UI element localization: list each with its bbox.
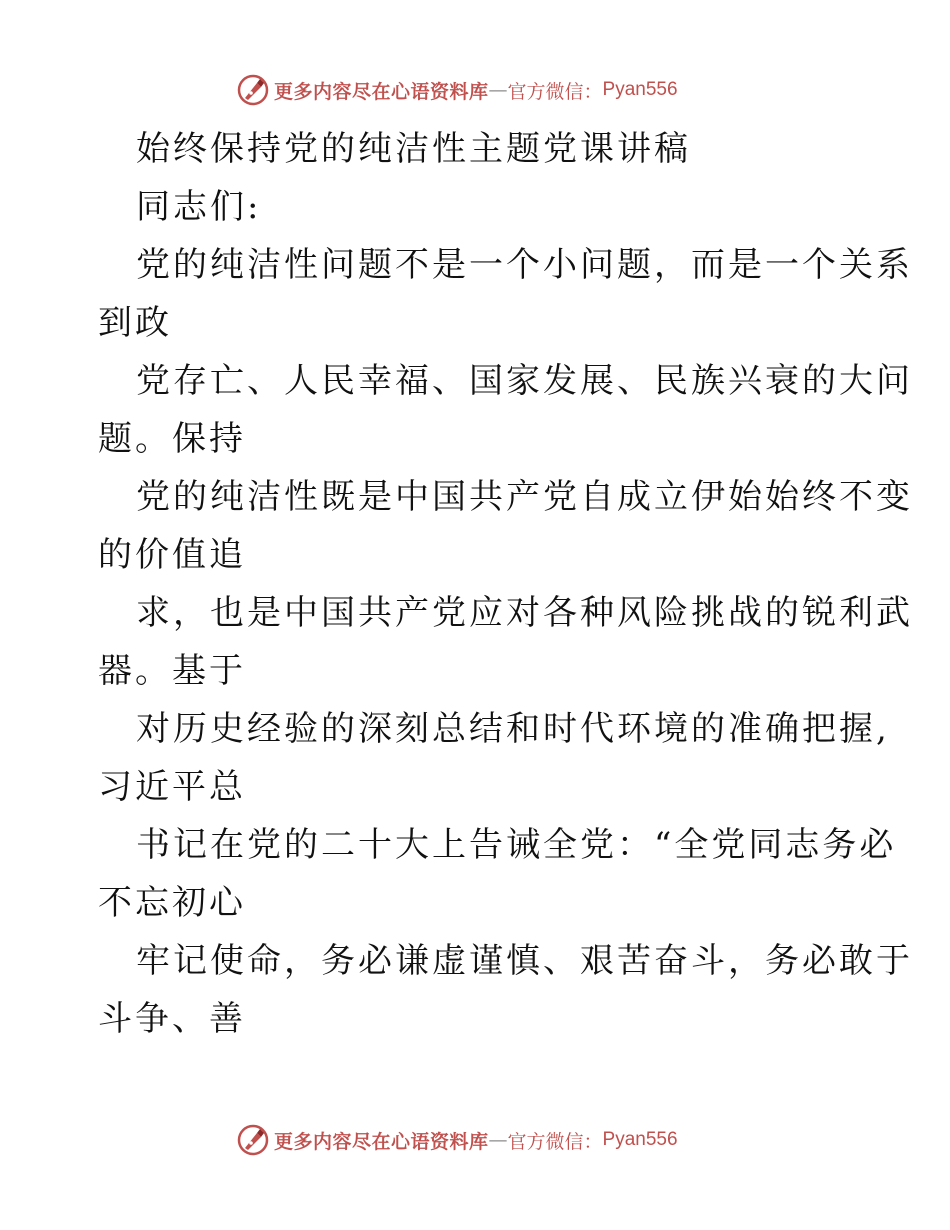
paragraph-line: 题。保持: [98, 419, 246, 459]
paragraph-line: 习近平总: [98, 767, 246, 807]
banner-separator: —: [488, 1129, 508, 1151]
pen-nib-logo-icon: [236, 1123, 270, 1157]
pen-nib-logo-icon: [236, 73, 270, 107]
salutation: 同志们:: [136, 187, 262, 227]
banner-separator: —: [488, 79, 508, 101]
paragraph-line: 对历史经验的深刻总结和时代环境的准确把握,: [136, 709, 890, 749]
footer-banner: [236, 1120, 716, 1160]
header-banner: [236, 70, 716, 110]
banner-brand-text: 更多内容尽在心语资料库: [274, 1130, 489, 1153]
banner-wechat-id: Pyan556: [602, 79, 678, 100]
paragraph-line: 求，也是中国共产党应对各种风险挑战的锐利武: [136, 593, 913, 633]
paragraph-line: 牢记使命，务必谦虚谨慎、艰苦奋斗，务必敢于: [136, 941, 913, 981]
paragraph-line: 书记在党的二十大上告诫全党：“全党同志务必: [136, 825, 897, 865]
paragraph-line: 器。基于: [98, 651, 246, 691]
paragraph-line: 党存亡、人民幸福、国家发展、民族兴衰的大问: [136, 361, 913, 401]
paragraph-line: 党的纯洁性问题不是一个小问题，而是一个关系: [136, 245, 913, 285]
paragraph-line: 到政: [98, 303, 172, 343]
paragraph-line: 的价值追: [98, 535, 246, 575]
paragraph-line: 党的纯洁性既是中国共产党自成立伊始始终不变: [136, 477, 913, 517]
document-title: 始终保持党的纯洁性主题党课讲稿: [136, 129, 691, 169]
banner-wechat-label: 官方微信：: [507, 1130, 603, 1153]
banner-wechat-id: Pyan556: [602, 1129, 678, 1150]
paragraph-line: 斗争、善: [98, 999, 246, 1039]
paragraph-line: 不忘初心: [98, 883, 246, 923]
banner-wechat-label: 官方微信：: [507, 80, 603, 103]
banner-brand-text: 更多内容尽在心语资料库: [274, 80, 489, 103]
document-body: [98, 120, 913, 1048]
